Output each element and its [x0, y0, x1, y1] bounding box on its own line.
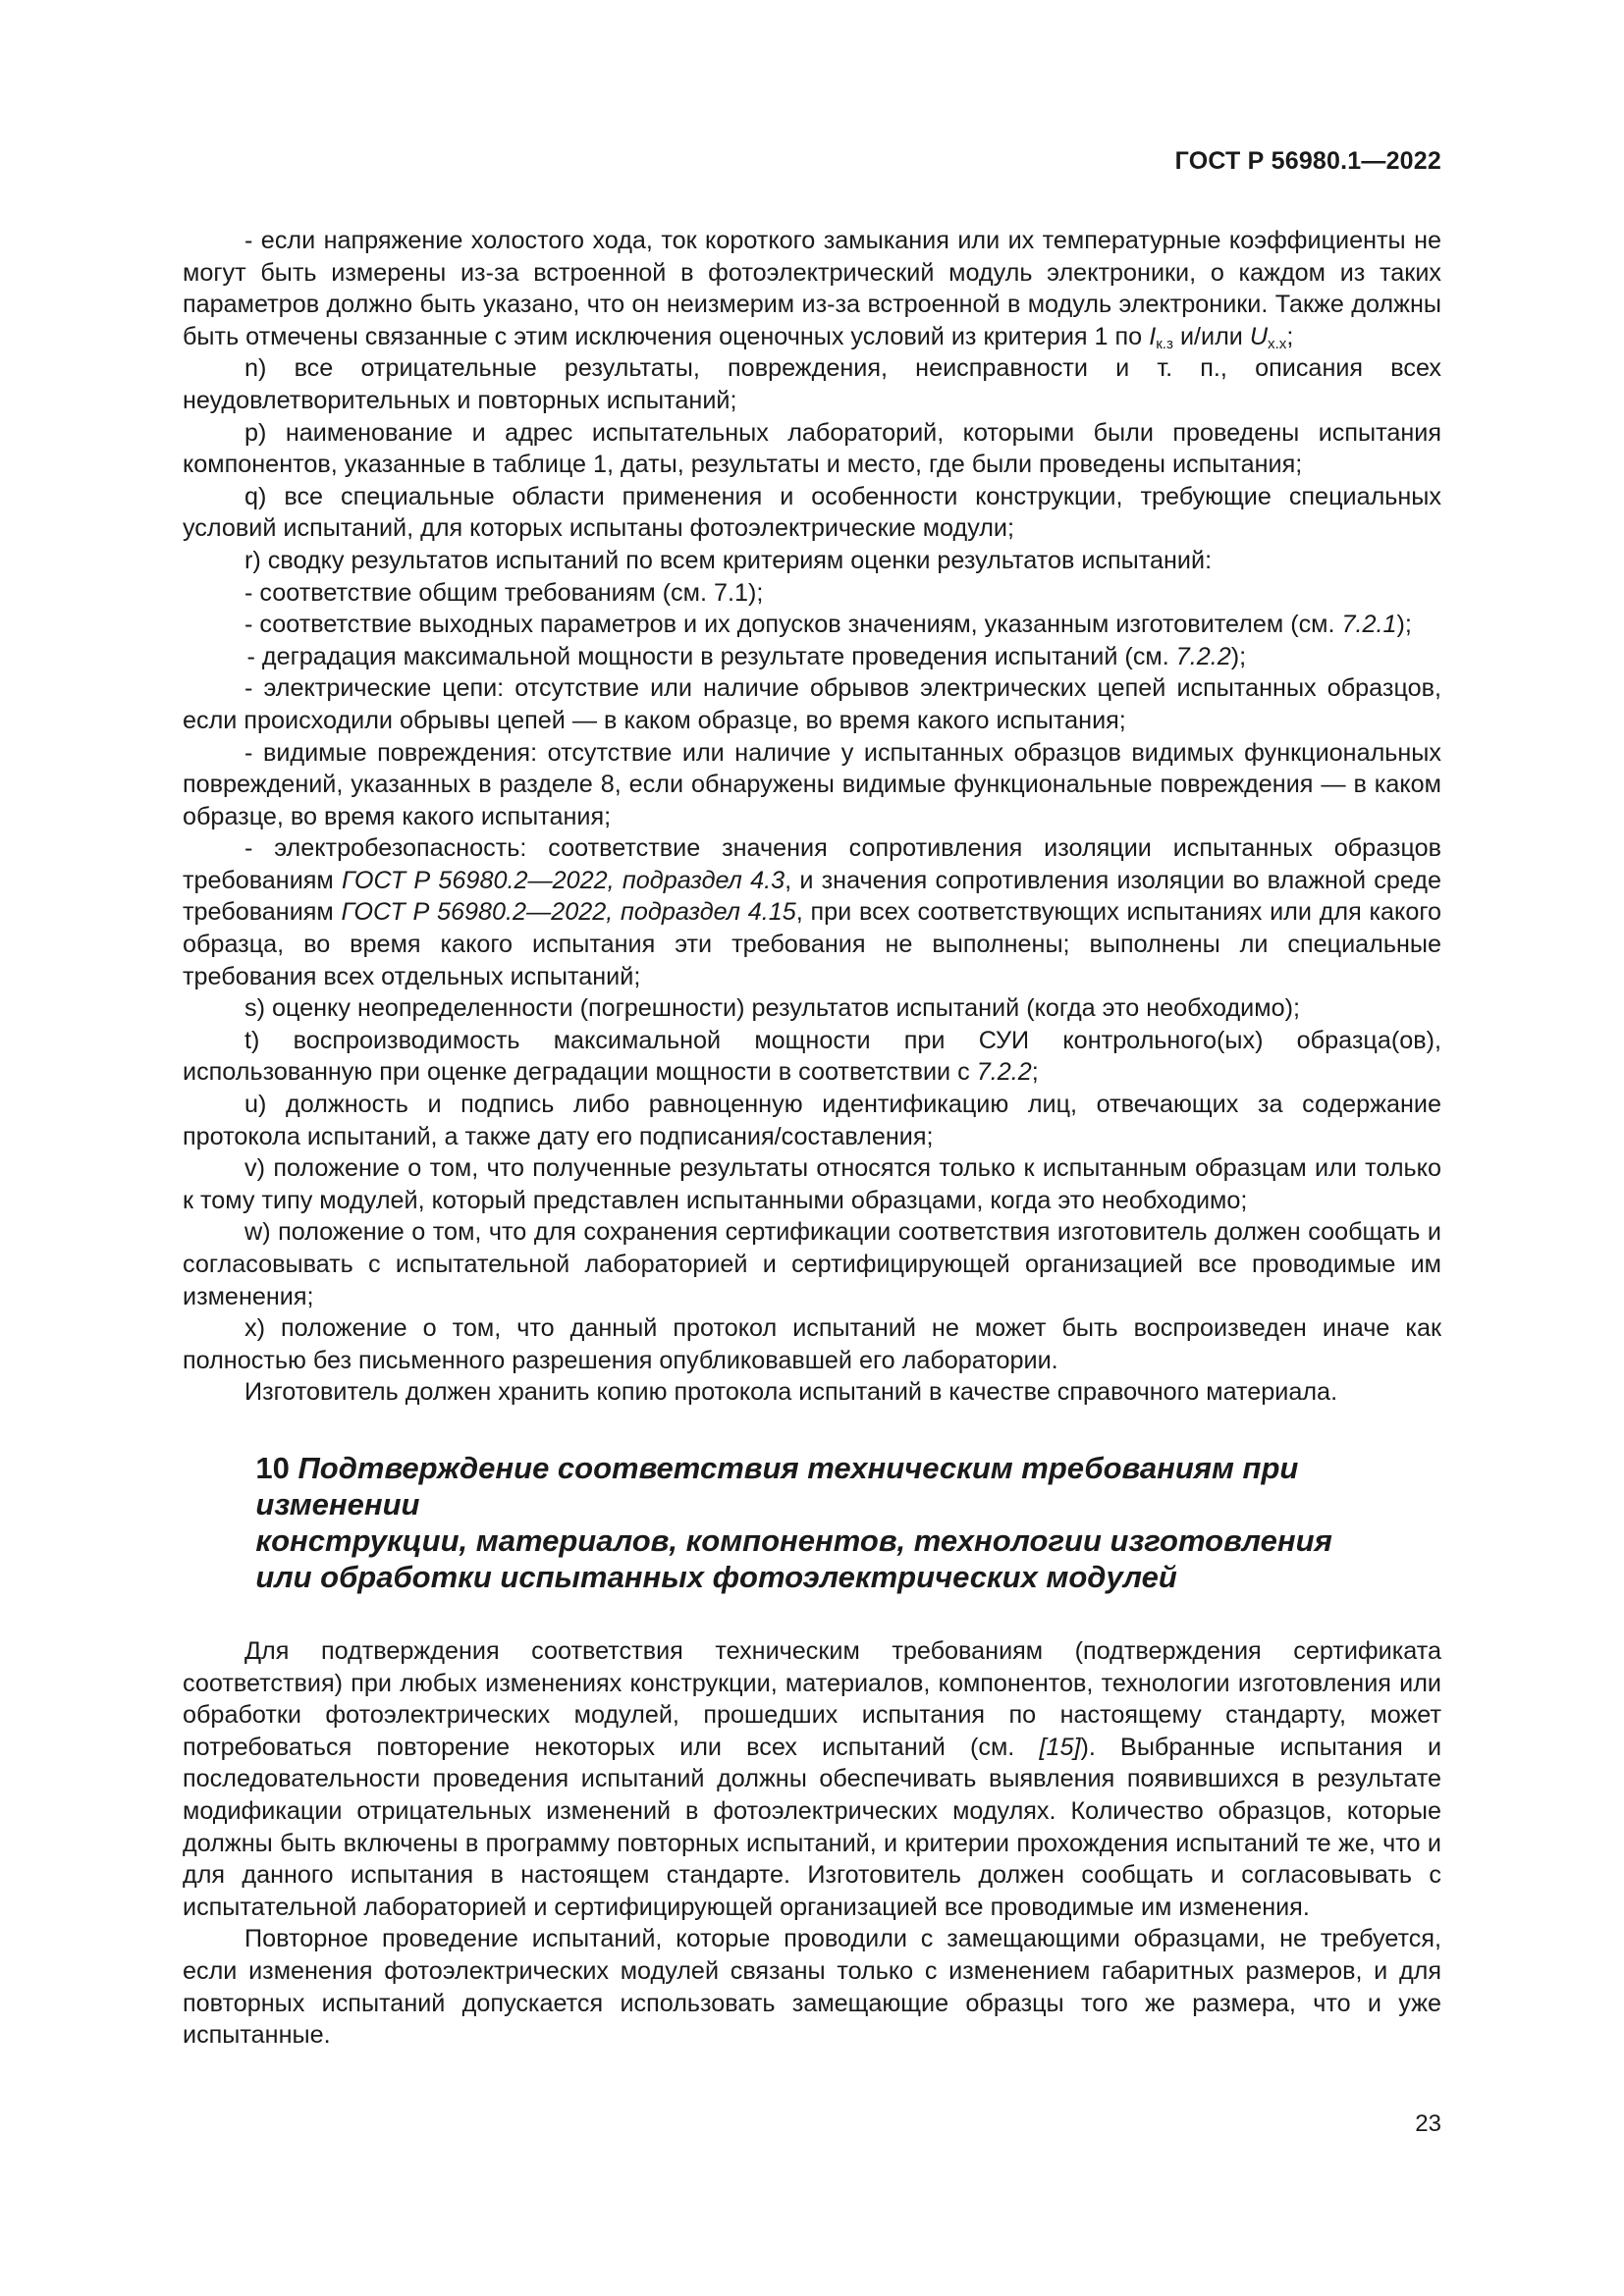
list-item-r-visible-damage: - видимые повреждения: отсутствие или наличие у испытанных образцов видимых функциональных повреждений, указанных в разделе 8, если обнаружены видимые функциональные повреждения — в каком образце, во время какого испытания; [183, 738, 1441, 830]
page-number: 23 [1415, 2110, 1441, 2137]
paragraph-keep-copy: Изготовитель должен хранить копию протокола испытаний в качестве справочного материала. [244, 1378, 1338, 1407]
section-10-paragraph-2: Повторное проведение испытаний, которые проводили с замещающими образцами, не требуется, если изменения фотоэлектрических модулей связаны только с изменением габаритных размеров, и для повторных испытаний допускается использовать замещающие образцы того же размера, что и уже испытанные. [183, 1925, 1441, 2050]
page-body [183, 225, 1441, 2052]
list-item-s: s) оценку неопределенности (погрешности) результатов испытаний (когда это необходимо); [244, 994, 1300, 1023]
list-item-r-general: - соответствие общим требованиям (см. 7.1); [244, 578, 764, 607]
section-10-paragraph-1: Для подтверждения соответствия техническим требованиям (подтверждения сертификата соответствия) при любых изменениях конструкции, материалов, компонентов, технологии изготовления или обработки фотоэлектрических модулей, прошедших испытания по настоящему стандарту, может потребоваться повторение некоторых или всех испытаний (см. [15]). Выбранные испытания и последовательности проведения испытаний должны обеспечивать выявления появившихся в результате модификации отрицательных изменений в фотоэлектрических модулях. Количество образцов, которые должны быть включены в программу повторных испытаний, и критерии прохождения испытаний те же, что и для данного испытания в настоящем стандарте. Изготовитель должен сообщать и согласовывать с испытательной лабораторией и сертифицирующей организацией все проводимые им изменения. [183, 1636, 1442, 1921]
list-item-r-electric-circuits: - электрические цепи: отсутствие или наличие обрывов электрических цепей испытанных образцов, если происходили обрывы цепей — в каком образце, во время какого испытания; [183, 674, 1441, 734]
paragraph-builtin-electronics: - если напряжение холостого хода, ток короткого замыкания или их температурные коэффициенты не могут быть измерены из-за встроенной в фотоэлектрический модуль электроники, о каждом из таких параметров должно быть указано, что он неизмерим из-за встроенной в модуль электроники. Также должны быть отмечены связанные с этим исключения оценочных условий из критерия 1 по $I_{к.з}$ и/или $U_{х.х}$; [183, 227, 1441, 352]
document-code-header: ГОСТ Р 56980.1—2022 [1174, 147, 1441, 175]
list-item-w: w) положение о том, что для сохранения сертификации соответствия изготовитель должен сообщать и согласовывать с испытательной лабораторией и сертифицирующей организацией все проводимые им изменения; [183, 1218, 1441, 1310]
section-10-heading: 10 Подтверждение соответствия техническим требованиям при изменении конструкции, материалов, компонентов, технологии изготовления или обработки испытанных фотоэлектрических модулей [255, 1450, 1332, 1594]
list-item-u: u) должность и подпись либо равноценную идентификацию лиц, отвечающих за содержание протокола испытаний, а также дату его подписания/составления; [183, 1091, 1441, 1150]
list-item-p: p) наименование и адрес испытательных лабораторий, которыми были проведены испытания компонентов, указанные в таблице 1, даты, результаты и место, где были проведены испытания; [183, 418, 1441, 479]
list-item-r-output-params: - соответствие выходных параметров и их допусков значениям, указанным изготовителем (см. 7.2.1); [244, 611, 1412, 639]
list-item-x: x) положение о том, что данный протокол испытаний не может быть воспроизведен иначе как полностью без письменного разрешения опубликовавшей его лаборатории. [183, 1314, 1441, 1374]
list-item-q: q) все специальные области применения и особенности конструкции, требующие специальных условий испытаний, для которых испытаны фотоэлектрические модули; [183, 482, 1441, 543]
list-item-r: r) сводку результатов испытаний по всем критериям оценки результатов испытаний: [244, 546, 1213, 574]
list-item-r-electrical-safety: - электробезопасность: соответствие значения сопротивления изоляции испытанных образцов требованиям ГОСТ Р 56980.2—2022, подраздел 4.3, и значения сопротивления изоляции во влажной среде требованиям ГОСТ Р 56980.2—2022, подраздел 4.15, при всех соответствующих испытаниях или для какого образца, во время какого испытания эти требования не выполнены; выполнены ли специальные требования всех отдельных испытаний; [183, 834, 1442, 990]
list-item-n: n) все отрицательные результаты, повреждения, неисправности и т. п., описания всех неудовлетворительных и повторных испытаний; [183, 354, 1441, 414]
list-item-r-power-degradation: - деградация максимальной мощности в результате проведения испытаний (см. 7.2.2); [246, 642, 1247, 670]
list-item-t: t) воспроизводимость максимальной мощности при СУИ контрольного(ых) образца(ов), использованную при оценке деградации мощности в соответствии с 7.2.2; [183, 1026, 1441, 1087]
list-item-v: v) положение о том, что полученные результаты относятся только к испытанным образцам или только к тому типу модулей, который представлен испытанными образцами, когда это необходимо; [183, 1154, 1441, 1214]
